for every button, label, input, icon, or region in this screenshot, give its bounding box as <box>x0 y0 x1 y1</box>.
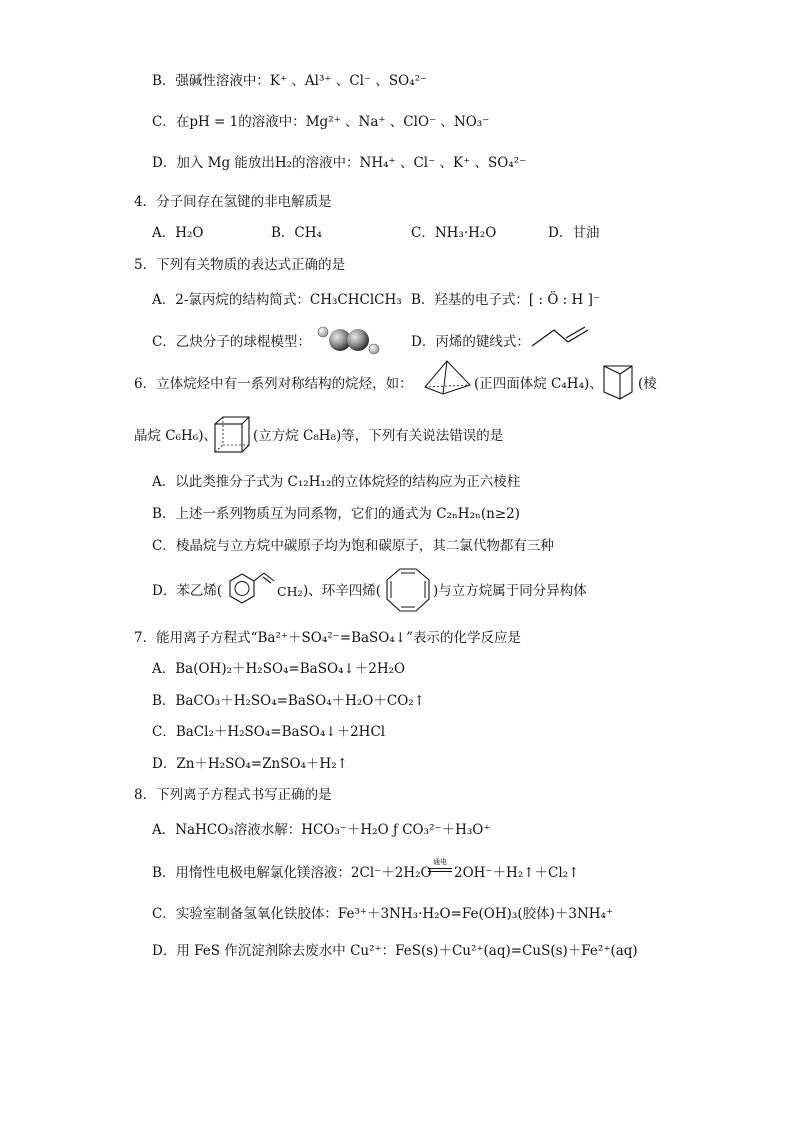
cubane-icon <box>212 414 252 456</box>
q6-option-c: C．棱晶烷与立方烷中碳原子均为饱和碳原子，其二氯代物都有三种 <box>152 538 554 554</box>
q4-option-c: C．NH₃·H₂O <box>411 225 497 241</box>
reaction-arrow-line-2 <box>428 871 452 872</box>
q6-stem-line2-start: 晶烷 C₆H₆)、 <box>134 428 217 444</box>
q8-option-b-end: 2OH⁻＋H₂↑＋Cl₂↑ <box>454 865 580 881</box>
q8-option-a: A．NaHCO₃溶液水解：HCO₃⁻＋H₂O ƒ CO₃²⁻＋H₃O⁺ <box>152 822 491 838</box>
q8-option-b-start: B．用惰性电极电解氯化镁溶液：2Cl⁻＋2H₂O <box>152 865 432 881</box>
q8-stem: 8．下列离子方程式书写正确的是 <box>134 787 332 803</box>
styrene-ch2-label: CH₂ <box>277 584 303 599</box>
q6-option-d-end: )与立方烷属于同分异构体 <box>433 583 587 599</box>
q3-option-d: D．加入 Mg 能放出H₂的溶液中：NH₄⁺ 、Cl⁻ 、K⁺ 、SO₄²⁻ <box>152 155 527 171</box>
q3-option-b: B．强碱性溶液中：K⁺ 、Al³⁺ 、Cl⁻ 、SO₄²⁻ <box>152 73 428 89</box>
q5-option-c: C．乙炔分子的球棍模型： <box>152 334 311 350</box>
q6-stem-line2-end: (立方烷 C₈H₈)等，下列有关说法错误的是 <box>253 428 504 444</box>
q6-option-a: A．以此类推分子式为 C₁₂H₁₂的立体烷烃的结构应为正六棱柱 <box>152 474 521 490</box>
reaction-arrow-line <box>428 868 452 869</box>
q5-option-b: B．羟基的电子式：[ : Ö : H ]⁻ <box>411 292 600 308</box>
q5-stem: 5．下列有关物质的表达式正确的是 <box>134 257 346 273</box>
q4-option-b: B．CH₄ <box>271 225 322 241</box>
q6-stem-line1-start: 6．立体烷烃中有一系列对称结构的烷烃，如： <box>134 376 413 392</box>
q7-option-a: A．Ba(OH)₂＋H₂SO₄=BaSO₄↓＋2H₂O <box>152 661 406 677</box>
q8-option-c: C．实验室制备氢氧化铁胶体：Fe³⁺＋3NH₃·H₂O=Fe(OH)₃(胶体)＋3NH₄⁺ <box>152 906 614 922</box>
acetylene-ball-stick-model-icon <box>312 322 384 358</box>
styrene-structure-icon <box>226 568 276 610</box>
propene-skeletal-formula-icon <box>530 326 590 348</box>
q6-stem-line1-end: (棱 <box>638 376 657 392</box>
q4-option-a: A．H₂O <box>152 225 204 241</box>
q6-stem-line1-mid: (正四面体烷 C₄H₄)、 <box>474 376 603 392</box>
q6-option-b: B．上述一系列物质互为同系物，它们的通式为 C₂ₙH₂ₙ(n≥2) <box>152 506 520 522</box>
q5-option-d: D．丙烯的键线式： <box>411 334 530 350</box>
q4-stem: 4．分子间存在氢键的非电解质是 <box>134 194 332 210</box>
q5-option-a: A．2-氯丙烷的结构简式：CH₃CHClCH₃ <box>152 292 402 308</box>
tetrahedrane-icon <box>423 359 473 397</box>
q6-option-d-middle: )、环辛四烯( <box>303 583 382 599</box>
q4-option-d: D．甘油 <box>548 225 600 241</box>
prismane-icon <box>600 362 637 402</box>
q6-option-d-start: D．苯乙烯( <box>152 583 223 599</box>
q7-option-b: B．BaCO₃＋H₂SO₄=BaSO₄＋H₂O＋CO₂↑ <box>152 693 425 709</box>
q7-option-d: D．Zn＋H₂SO₄=ZnSO₄＋H₂↑ <box>152 756 348 772</box>
q7-option-c: C．BaCl₂＋H₂SO₄=BaSO₄↓＋2HCl <box>152 724 386 740</box>
electrolysis-condition-label: 通电 <box>433 858 447 866</box>
q3-option-c: C．在pH = 1的溶液中：Mg²⁺ 、Na⁺ 、ClO⁻ 、NO₃⁻ <box>152 114 490 130</box>
q7-stem: 7．能用离子方程式“Ba²⁺＋SO₄²⁻=BaSO₄↓”表示的化学反应是 <box>134 630 521 646</box>
cyclooctatetraene-icon <box>383 566 433 614</box>
electrolysis-condition <box>428 858 452 872</box>
q8-option-d: D．用 FeS 作沉淀剂除去废水中 Cu²⁺：FeS(s)＋Cu²⁺(aq)=CuS(s)＋Fe²⁺(aq) <box>152 943 638 959</box>
